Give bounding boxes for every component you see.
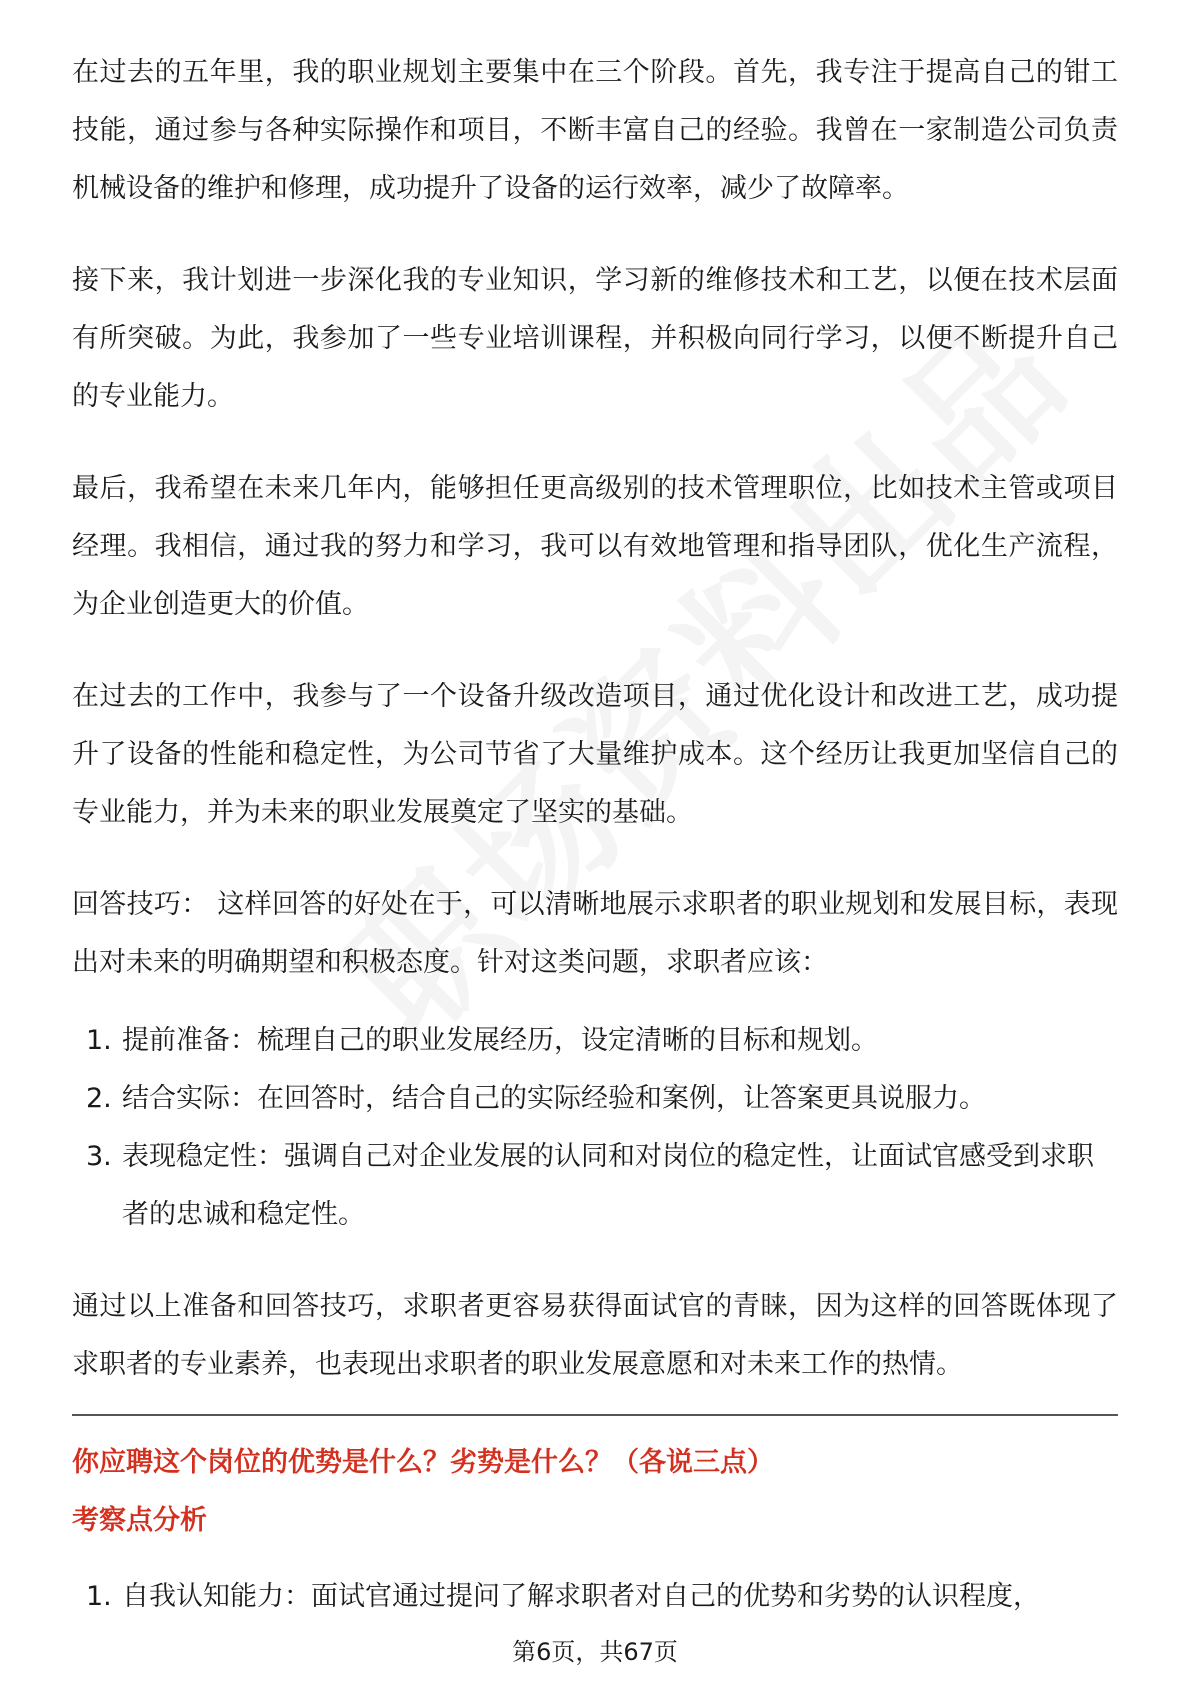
closing-paragraph: 通过以上准备和回答技巧，求职者更容易获得面试官的青睐，因为这样的回答既体现了求职者的专业素养，也表现出求职者的职业发展意愿和对未来工作的热情。 xyxy=(72,1291,1118,1380)
list-number: 1. xyxy=(86,1581,112,1612)
paragraph: 在过去的工作中，我参与了一个设备升级改造项目，通过优化设计和改进工艺，成功提升了设备的性能和稳定性，为公司节省了大量维护成本。这个经历让我更加坚信自己的专业能力，并为未来的职业发展奠定了坚实的基础。 xyxy=(72,681,1118,828)
list-item xyxy=(72,1568,1118,1626)
analysis-list xyxy=(72,1568,1118,1626)
answer-tips-intro: 回答技巧： 这样回答的好处在于，可以清晰地展示求职者的职业规划和发展目标，表现出对未来的明确期望和积极态度。针对这类问题，求职者应该： xyxy=(72,889,1118,978)
list-item-text: 结合实际：在回答时，结合自己的实际经验和案例，让答案更具说服力。 xyxy=(122,1083,986,1114)
paragraph: 在过去的五年里，我的职业规划主要集中在三个阶段。首先，我专注于提高自己的钳工技能，通过参与各种实际操作和项目，不断丰富自己的经验。我曾在一家制造公司负责机械设备的维护和修理，成功提升了设备的运行效率，减少了故障率。 xyxy=(72,57,1118,204)
list-item xyxy=(72,1128,1118,1244)
page-content xyxy=(72,44,1118,1660)
list-number: 1. xyxy=(86,1025,112,1056)
list-item xyxy=(72,1070,1118,1128)
list-number: 3. xyxy=(86,1141,112,1172)
list-item-text: 提前准备：梳理自己的职业发展经历，设定清晰的目标和规划。 xyxy=(122,1025,878,1056)
list-item-text: 自我认知能力：面试官通过提问了解求职者对自己的优势和劣势的认识程度， xyxy=(122,1581,1040,1612)
list-item xyxy=(72,1012,1118,1070)
tips-list xyxy=(72,1012,1118,1244)
list-item-text: 表现稳定性：强调自己对企业发展的认同和对岗位的稳定性，让面试官感受到求职者的忠诚和稳定性。 xyxy=(122,1141,1094,1230)
list-number: 2. xyxy=(86,1083,112,1114)
analysis-heading: 考察点分析 xyxy=(72,1505,207,1536)
paragraph: 接下来，我计划进一步深化我的专业知识，学习新的维修技术和工艺，以便在技术层面有所突破。为此，我参加了一些专业培训课程，并积极向同行学习，以便不断提升自己的专业能力。 xyxy=(72,265,1118,412)
section-divider xyxy=(72,1414,1118,1416)
page-number-footer: 第6页，共67页 xyxy=(512,1638,678,1666)
question-title: 你应聘这个岗位的优势是什么？劣势是什么？（各说三点） xyxy=(72,1447,774,1478)
paragraph: 最后，我希望在未来几年内，能够担任更高级别的技术管理职位，比如技术主管或项目经理。我相信，通过我的努力和学习，我可以有效地管理和指导团队，优化生产流程，为企业创造更大的价值。 xyxy=(72,473,1118,620)
